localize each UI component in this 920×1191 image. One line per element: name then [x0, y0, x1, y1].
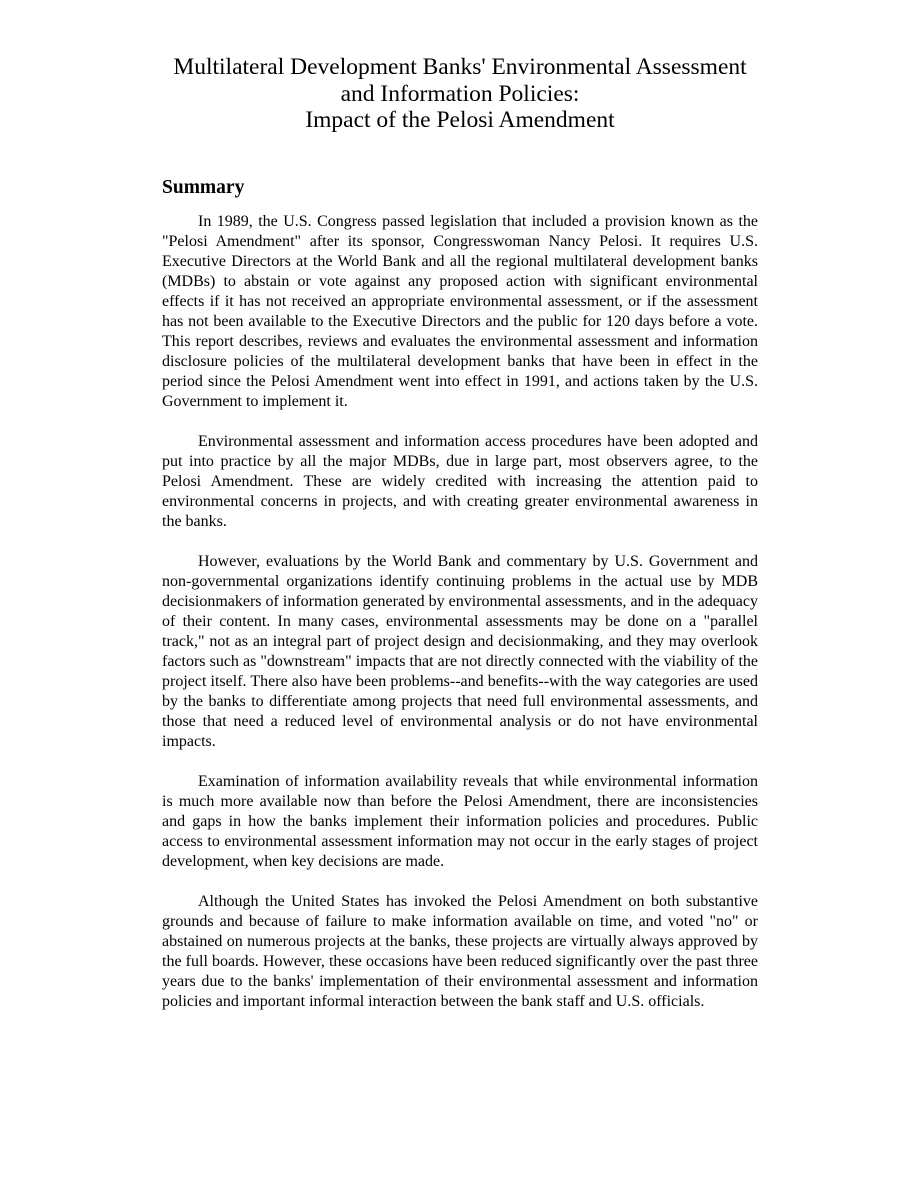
- document-title: [162, 54, 758, 134]
- summary-paragraph-4: Examination of information availability reveals that while environmental information is much more available now than before the Pelosi Amendment, there are inconsistencies and gaps in how the banks implement their information policies and procedures. Public access to environmental assessment information may not occur in the early stages of project development, when key decisions are made.: [162, 772, 758, 870]
- summary-paragraph-2: Environmental assessment and information access procedures have been adopted and put into practice by all the major MDBs, due in large part, most observers agree, to the Pelosi Amendment. These are widely credited with increasing the attention paid to environmental concerns in projects, and with creating greater environmental awareness in the banks.: [162, 432, 758, 530]
- summary-paragraph-5: Although the United States has invoked the Pelosi Amendment on both substantive grounds and because of failure to make information available on time, and voted "no" or abstained on numerous projects at the banks, these projects are virtually always approved by the full boards. However, these occasions have been reduced significantly over the past three years due to the banks' implementation of their environmental assessment and information policies and important informal interaction between the bank staff and U.S. officials.: [162, 892, 758, 1010]
- title-line-3: Impact of the Pelosi Amendment: [305, 107, 615, 133]
- document-page: [162, 54, 758, 1012]
- title-line-2: and Information Policies:: [340, 80, 580, 107]
- summary-paragraph-3: However, evaluations by the World Bank and commentary by U.S. Government and non-governmental organizations identify continuing problems in the actual use by MDB decisionmakers of information generated by environmental assessments, and in the adequacy of their content. In many cases, environmental assessments may be done on a "parallel track," not as an integral part of project design and decisionmaking, and they may overlook factors such as "downstream" impacts that are not directly connected with the viability of the project itself. There also have been problems--and benefits--with the way categories are used by the banks to differentiate among projects that need full environmental assessments, and those that need a reduced level of environmental analysis or do not have environmental impacts.: [162, 552, 758, 750]
- summary-paragraph-1: In 1989, the U.S. Congress passed legislation that included a provision known as the "Pelosi Amendment" after its sponsor, Congresswoman Nancy Pelosi. It requires U.S. Executive Directors at the World Bank and all the regional multilateral development banks (MDBs) to abstain or vote against any proposed action with significant environmental effects if it has not received an appropriate environmental assessment, or if the assessment has not been available to the Executive Directors and the public for 120 days before a vote. This report describes, reviews and evaluates the environmental assessment and information disclosure policies of the multilateral development banks that have been in effect in the period since the Pelosi Amendment went into effect in 1991, and actions taken by the U.S. Government to implement it.: [162, 212, 758, 410]
- title-line-1: Multilateral Development Banks' Environmental Assessment: [173, 54, 747, 80]
- section-heading-summary: Summary: [162, 176, 245, 198]
